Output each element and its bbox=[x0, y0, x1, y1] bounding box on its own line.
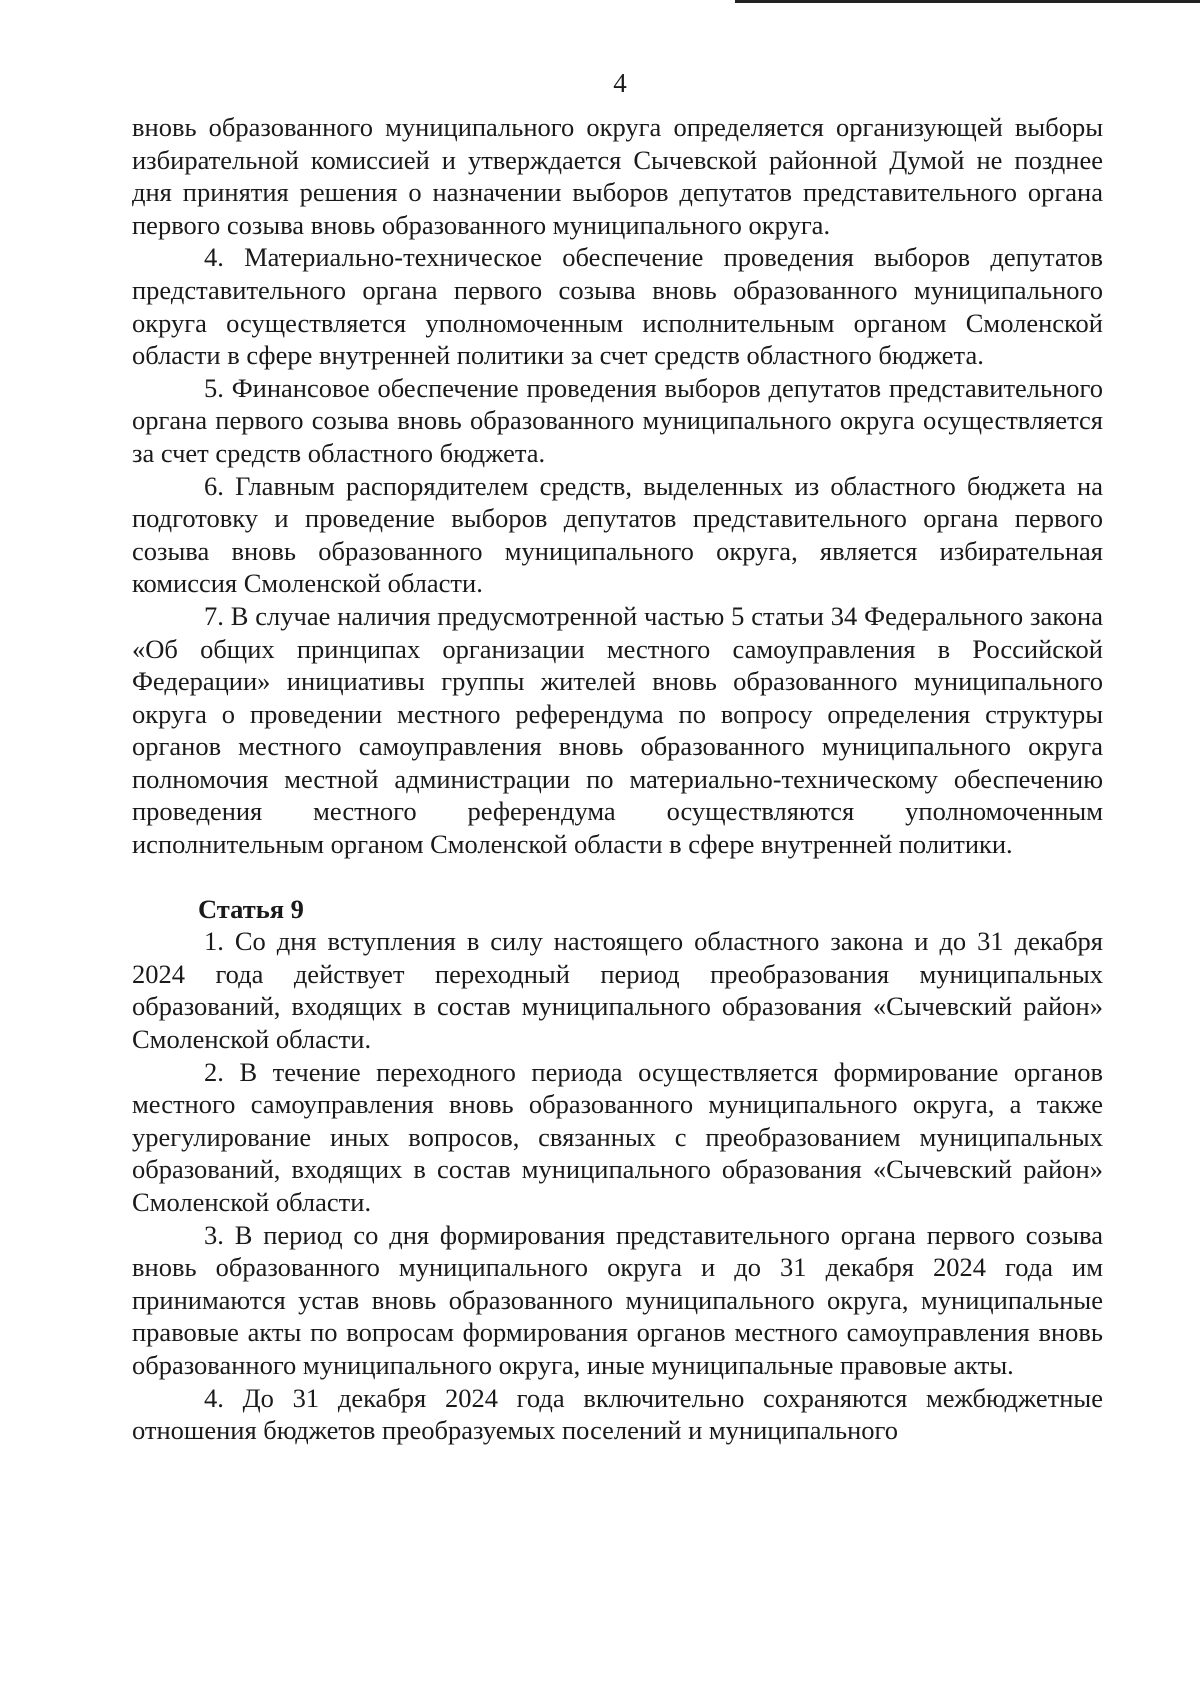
paragraph-item-5: 5. Финансовое обеспечение проведения выборов депутатов представительного органа первого созыва вновь образованного муниципального округа осуществляется за счет средств областного бюджета. bbox=[132, 372, 1103, 468]
paragraph-continuation: вновь образованного муниципального округа определяется организующей выборы избирательной комиссией и утверждается Сычевской районной Думой не позднее дня принятия решения о назначении выборов депутатов представительного органа первого созыва вновь образованного муниципального округа. bbox=[132, 112, 1103, 240]
paragraph-item-4: 4. Материально-техническое обеспечение проведения выборов депутатов представительного органа первого созыва вновь образованного муниципального округа осуществляется уполномоченным исполнительным органом Смоленской области в сфере внутренней политики за счет средств областного бюджета. bbox=[132, 242, 1103, 371]
article-paragraph-1: 1. Со дня вступления в силу настоящего областного закона и до 31 декабря 2024 года действует переходный период преобразования муниципальных образований, входящих в состав муниципального образования «Сычевский район» Смоленской области. bbox=[132, 926, 1103, 1055]
article-paragraph-4: 4. До 31 декабря 2024 года включительно сохраняются межбюджетные отношения бюджетов преобразуемых поселений и муниципального bbox=[132, 1382, 1103, 1446]
article-paragraph-2: 2. В течение переходного периода осуществляется формирование органов местного самоуправления вновь образованного муниципального округа, а также урегулирование иных вопросов, связанных с преобразованием муниципальных образований, входящих в состав муниципального образования «Сычевский район» Смоленской области. bbox=[132, 1056, 1103, 1217]
paragraph-item-6: 6. Главным распорядителем средств, выделенных из областного бюджета на подготовку и проведение выборов депутатов представительного органа первого созыва вновь образованного муниципального округа, является избирательная комиссия Смоленской области. bbox=[132, 470, 1103, 599]
article-paragraph-3: 3. В период со дня формирования представительного органа первого созыва вновь образованного муниципального округа и до 31 декабря 2024 года им принимаются устав вновь образованного муниципального округа, муниципальные правовые акты по вопросам формирования органов местного самоуправления вновь образованного муниципального округа, иные муниципальные правовые акты. bbox=[132, 1219, 1103, 1380]
paragraph-item-7: 7. В случае наличия предусмотренной частью 5 статьи 34 Федерального закона «Об общих принципах организации местного самоуправления в Российской Федерации» инициативы группы жителей вновь образованного муниципального округа о проведении местного референдума по вопросу определения структуры органов местного самоуправления вновь образованного муниципального округа полномочия местной администрации по материально-техническому обеспечению проведения местного референдума осуществляются уполномоченным исполнительным органом Смоленской области в сфере внутренней политики. bbox=[132, 600, 1103, 860]
page-number: 4 bbox=[613, 68, 627, 98]
article-heading: Статья 9 bbox=[198, 893, 304, 924]
scan-edge-line bbox=[735, 0, 1200, 3]
document-body bbox=[132, 111, 1103, 1447]
